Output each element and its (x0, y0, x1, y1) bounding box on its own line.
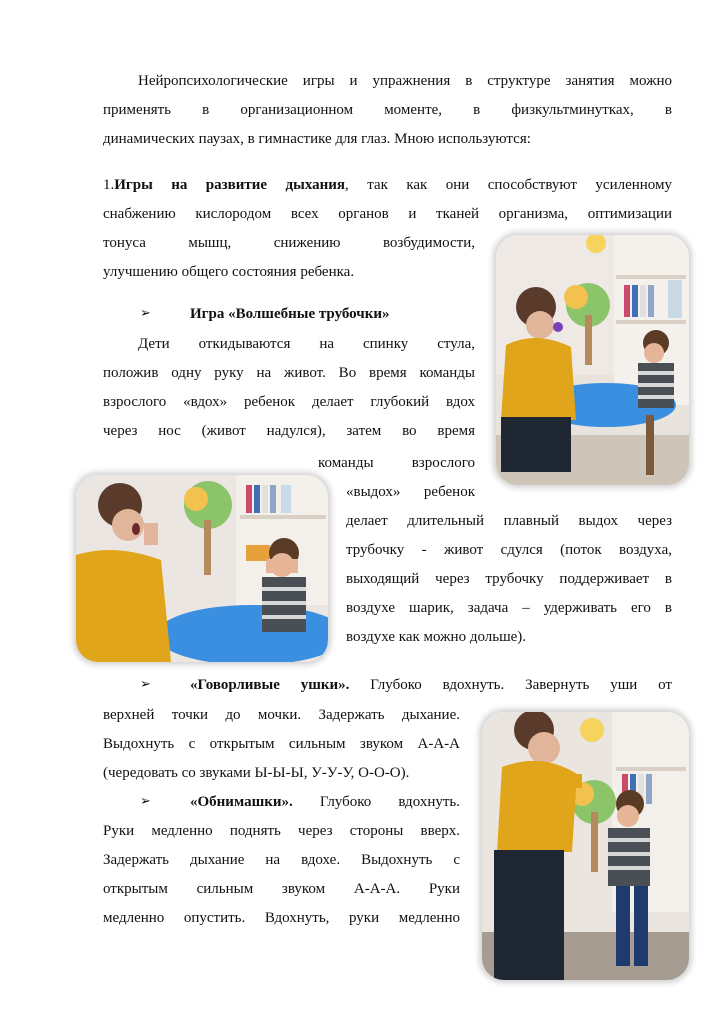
game1-line-3: взрослого «вдох» ребенок делает глубокий вдох (103, 394, 475, 410)
game1-line-8: трубочку - живот сдулся (поток воздуха, (346, 542, 672, 558)
bullet-icon: ➢ (140, 306, 151, 321)
bullet-icon: ➢ (140, 677, 151, 692)
game2-title: «Говорливые ушки». (190, 677, 350, 693)
game1-line-4: через нос (живот надулся), затем во время (103, 423, 475, 439)
photo-talking-ears (76, 475, 328, 662)
game3-line-1-rest: Глубоко вдохнуть. (292, 794, 460, 810)
photo-breathing-pipes (496, 235, 689, 485)
section1-line-3: тонуса мышц, снижению возбудимости, (103, 235, 475, 251)
intro-line-2: применять в организационном моменте, в физкультминутках, в (103, 102, 672, 118)
game1-title: Игра «Волшебные трубочки» (190, 306, 390, 322)
game1-line-6: «выдох» ребенок (346, 484, 475, 500)
section1-line-1-rest: , так как они способствуют усиленному (345, 177, 672, 193)
game2-line-4: (чередовать со звуками Ы-Ы-Ы, У-У-У, О-О-О). (103, 765, 410, 781)
game1-line-9: выходящий через трубочку поддерживает в (346, 571, 672, 587)
section1-title: Игры на развитие дыхания (114, 177, 346, 193)
game1-line-1: Дети откидываются на спинку стула, (138, 336, 475, 352)
photo-hugs (482, 712, 689, 980)
section1-line-2: снабжению кислородом всех органов и тканей организма, оптимизации (103, 206, 672, 222)
game1-line-7: делает длительный плавный выдох через (346, 513, 672, 529)
section1-line-1 (103, 175, 672, 195)
section1-line-4: улучшению общего состояния ребенка. (103, 264, 355, 280)
section1-number: 1. (103, 177, 115, 193)
game2-line-2: верхней точки до мочки. Задержать дыхание. (103, 707, 460, 723)
intro-line-3: динамических паузах, в гимнастике для глаз. Мною используются: (103, 131, 531, 147)
game1-line-5: команды взрослого (318, 455, 475, 471)
game3-line-2: Руки медленно поднять через стороны вверх. (103, 823, 460, 839)
intro-line-1: Нейропсихологические игры и упражнения в структуре занятия можно (138, 73, 672, 89)
game2-line-3: Выдохнуть с открытым сильным звуком А-А-А (103, 736, 460, 752)
game3-line-4: открытым сильным звуком А-А-А. Руки (103, 881, 460, 897)
game3-line-1 (190, 792, 460, 812)
game3-line-3: Задержать дыхание на вдохе. Выдохнуть с (103, 852, 460, 868)
game1-line-11: воздухе как можно дольше). (346, 629, 527, 645)
bullet-icon: ➢ (140, 794, 151, 809)
game2-line-1 (190, 675, 672, 695)
game3-line-5: медленно опустить. Вдохнуть, руки медленно (103, 910, 460, 926)
game2-line-1-rest: Глубоко вдохнуть. Завернуть уши от (349, 677, 672, 693)
game1-line-10: воздухе шарик, задача – удерживать его в (346, 600, 672, 616)
game1-line-2: положив одну руку на живот. Во время команды (103, 365, 475, 381)
game3-title: «Обнимашки». (190, 794, 293, 810)
